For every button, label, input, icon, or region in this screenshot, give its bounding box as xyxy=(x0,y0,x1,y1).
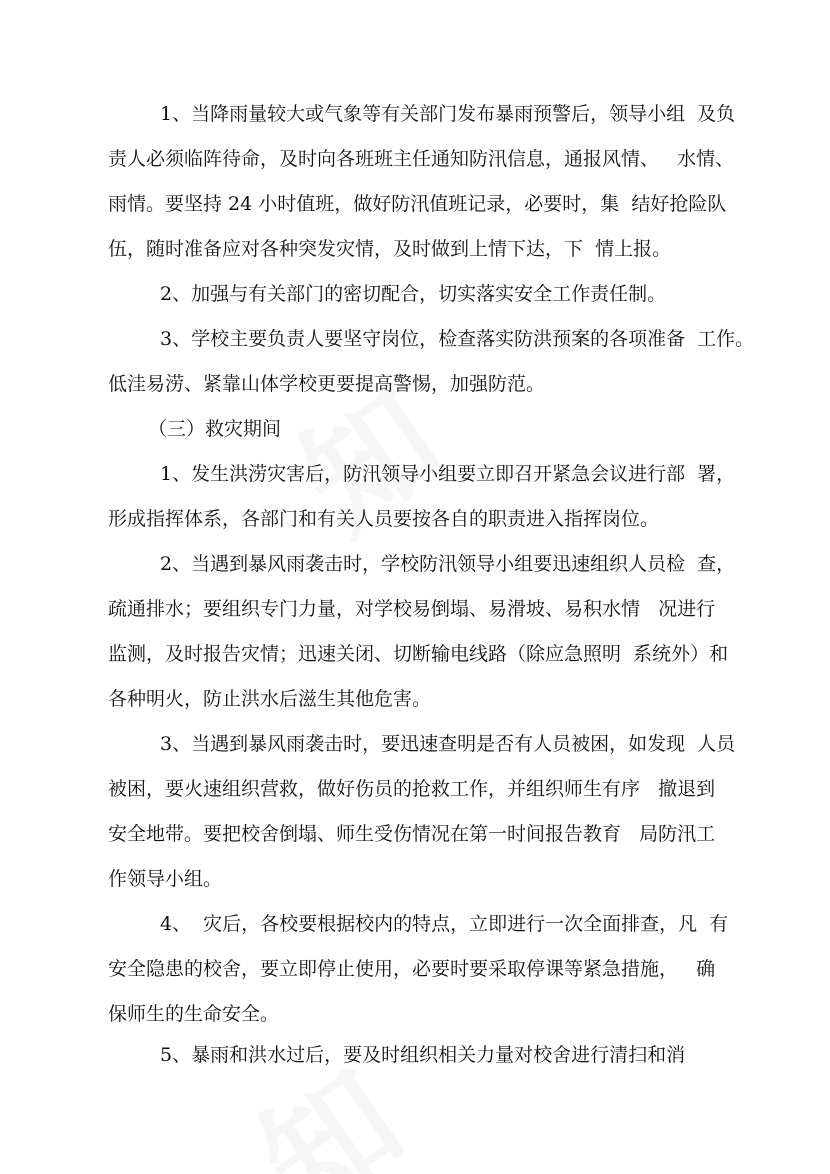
paragraph-line: 低洼易涝、紧靠山体学校更要提高警惕，加强防范。 xyxy=(108,373,546,395)
paragraph-line: 形成指挥体系，各部门和有关人员要按各自的职责进入指挥岗位。 xyxy=(108,508,660,530)
paragraph-line: 作领导小组。 xyxy=(108,868,223,890)
paragraph-line: 责人必须临阵待命，及时向各班班主任通知防汛信息，通报风情、 水情、 xyxy=(108,148,735,170)
paragraph-line: 被困，要火速组织营救，做好伤员的抢救工作，并组织师生有序 撤退到 xyxy=(108,778,716,800)
paragraph-line: 3、学校主要负责人要坚守岗位，检查落实防洪预案的各项准备 工作。 xyxy=(160,328,755,350)
paragraph-line: 4、 灾后，各校要根据校内的特点，立即进行一次全面排查，凡 有 xyxy=(160,913,729,935)
paragraph-line: 3、当遇到暴风雨袭击时，要迅速查明是否有人员被困，如发现 人员 xyxy=(160,733,736,755)
paragraph-line: 安全隐患的校舍，要立即停止使用，必要时要采取停课等紧急措施， 确 xyxy=(108,958,716,980)
paragraph-line: 保师生的生命安全。 xyxy=(108,1003,280,1025)
paragraph-line: 1、当降雨量较大或气象等有关部门发布暴雨预警后，领导小组 及负 xyxy=(160,103,736,125)
paragraph-line: 疏通排水；要组织专门力量，对学校易倒塌、易滑坡、易积水情 况进行 xyxy=(108,598,716,620)
paragraph-line: 伍，随时准备应对各种突发灾情，及时做到上情下达，下 情上报。 xyxy=(108,238,672,260)
paragraph-line: 安全地带。要把校舍倒塌、师生受伤情况在第一时间报告教育 局防汛工 xyxy=(108,823,716,845)
paragraph-line: 雨情。要坚持 24 小时值班，做好防汛值班记录，必要时，集 结好抢险队 xyxy=(108,193,727,215)
paragraph-line: 5、暴雨和洪水过后，要及时组织相关力量对校舍进行清扫和消 xyxy=(160,1044,686,1066)
paragraph-line: 1、发生洪涝灾害后，防汛领导小组要立即召开紧急会议进行部 署， xyxy=(160,463,736,485)
paragraph-line: 监测，及时报告灾情；迅速关闭、切断输电线路（除应急照明 系统外）和 xyxy=(108,643,729,665)
paragraph-line: 2、加强与有关部门的密切配合，切实落实安全工作责任制。 xyxy=(160,283,667,305)
section-heading: （三）救灾期间 xyxy=(148,418,282,440)
paragraph-line: 各种明火，防止洪水后滋生其他危害。 xyxy=(108,688,432,710)
paragraph-line: 2、当遇到暴风雨袭击时，学校防汛领导小组要迅速组织人员检 查， xyxy=(160,553,736,575)
